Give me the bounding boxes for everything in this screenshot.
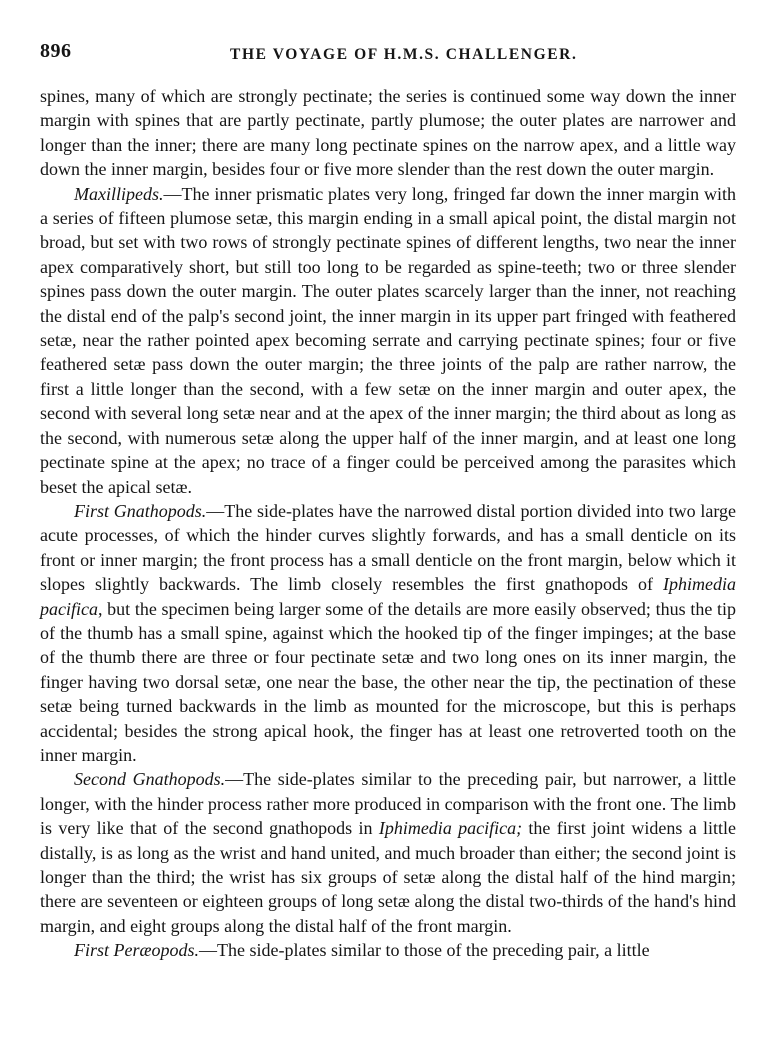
paragraph-text: —The side-plates have the narrowed distal portion divided into two large acute processes, of which the hinder curves slightly forwards, and has a small denticle on its front or inner margin; the front process has a small denticle on the front margin, below which it slopes slightly backwards. The limb closely resembles the first gnathopods of bbox=[40, 500, 737, 595]
section-heading-maxillipeds: Maxillipeds. bbox=[74, 183, 164, 204]
section-heading-first-peraeopods: First Peræopods. bbox=[74, 940, 200, 961]
paragraph-first-peraeopods bbox=[40, 938, 736, 962]
paragraph-text: —The side-plates similar to those of the preceding pair, a little bbox=[199, 940, 650, 961]
paragraph-maxillipeds bbox=[40, 182, 736, 499]
paragraph-text: spines, many of which are strongly pectinate; the series is continued some way down the inner margin with spines that are partly pectinate, partly plumose; the outer plates are narrower and longer than the inner; there are many long pectinate spines on the narrow apex, and a little way down the inner margin, besides four or five more slender than the rest down the outer margin. bbox=[40, 86, 736, 180]
species-name: Iphimedia pacifica; bbox=[378, 818, 523, 839]
page-number: 896 bbox=[40, 40, 72, 62]
section-heading-first-gnathopods: First Gnathopods. bbox=[74, 500, 207, 521]
paragraph-continued bbox=[40, 84, 736, 182]
page-header bbox=[40, 40, 740, 70]
paragraph-first-gnathopods bbox=[40, 499, 736, 767]
paragraph-text: , but the specimen being larger some of the details are more easily observed; thus the tip of the thumb has a small spine, against which the hooked tip of the finger impinges; at the base of the thumb there are three or four pectinate setæ and two long ones on its inner margin, the finger having two dorsal setæ, one near the base, the other near the tip, the pectination of these setæ being turned backwards in the limb as mounted for the microscope, but this is perhaps accidental; besides the strong apical hook, the finger has at least one retroverted tooth on the inner margin. bbox=[40, 598, 736, 765]
paragraph-text: —The side-plates similar to the preceding pair, but narrower, a little longer, with the hinder process rather more produced in comparison with the front one. The limb is very like that of the second gnathopods in bbox=[40, 769, 736, 839]
section-heading-second-gnathopods: Second Gnathopods. bbox=[74, 769, 226, 790]
running-title: THE VOYAGE OF H.M.S. CHALLENGER. bbox=[230, 46, 578, 63]
body-text bbox=[40, 84, 736, 963]
species-name: Iphimedia pacifica bbox=[40, 574, 736, 619]
paragraph-second-gnathopods bbox=[40, 767, 736, 938]
paragraph-text: the first joint widens a little distally, is as long as the wrist and hand united, and much broader than either; the second joint is longer than the third; the wrist has six groups of setæ along the distal half of the hind margin; there are seventeen or eighteen groups of long setæ along the distal two-thirds of the hand's hind margin, and eight groups along the distal half of the front margin. bbox=[40, 818, 736, 936]
paragraph-text: —The inner prismatic plates very long, fringed far down the inner margin with a series of fifteen plumose setæ, this margin ending in a small apical point, the distal margin not broad, but set with two rows of strongly pectinate spines of different lengths, two near the inner apex comparatively short, but still too long to be regarded as spine-teeth; two or three slender spines pass down the outer margin. The outer plates scarcely larger than the inner, not reaching the distal end of the palp's second joint, the inner margin in its upper part fringed with feathered setæ, near the rather pointed apex becoming serrate and carrying pectinate spines; four or five feathered setæ pass down the outer margin; the three joints of the palp are rather narrow, the first a little longer than the second, with a few setæ on the inner margin and outer apex, the second with several long setæ near and at the apex of the inner margin; the third about as long as the second, with numerous setæ along the upper half of the inner margin, and at least one long pectinate spine at the apex; no trace of a finger could be perceived among the parasites which beset the apical setæ. bbox=[40, 183, 736, 497]
